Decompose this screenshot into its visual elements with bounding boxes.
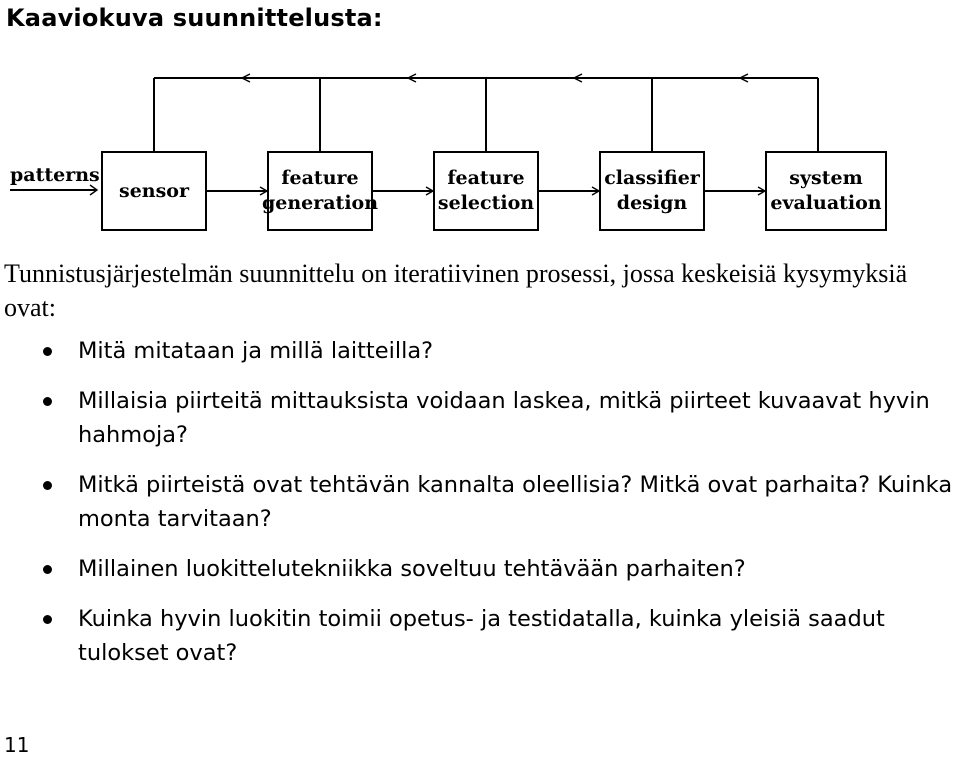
bullet-dot-icon — [43, 615, 52, 624]
list-item-text: Mitkä piirteistä ovat tehtävän kannalta oleellisia? Mitkä ovat parhaita? Kuinka monta tarvitaan? — [78, 472, 953, 532]
list-item-text: Mitä mitataan ja millä laitteilla? — [78, 338, 434, 364]
input-label: patterns — [10, 164, 100, 186]
block-feature-generation — [268, 152, 372, 230]
list-item — [0, 384, 960, 452]
block-generation-label-1: feature — [281, 167, 359, 189]
list-item-text: Millainen luokittelutekniikka soveltuu tehtävään parhaiten? — [78, 556, 746, 582]
block-evaluation-label-2: evaluation — [770, 192, 882, 214]
block-sensor-label: sensor — [119, 180, 189, 202]
slide-title: Kaaviokuva suunnittelusta: — [6, 4, 383, 32]
bullet-dot-icon — [43, 397, 52, 406]
list-item — [0, 334, 960, 368]
list-item-text: Millaisia piirteitä mittauksista voidaan laskea, mitkä piirteet kuvaavat hyvin hahmoja? — [78, 388, 930, 448]
bullet-dot-icon — [43, 565, 52, 574]
list-item — [0, 552, 960, 586]
block-feature-selection — [434, 152, 538, 230]
bullet-dot-icon — [43, 347, 52, 356]
intro-paragraph: Tunnistusjärjestelmän suunnittelu on iteratiivinen prosessi, jossa keskeisiä kysymyksiä ovat: — [4, 259, 908, 322]
block-classifier-design — [600, 152, 704, 230]
block-classifier-label-2: design — [616, 192, 688, 214]
list-item — [0, 602, 960, 670]
block-selection-label-2: selection — [437, 192, 535, 214]
block-classifier-label-1: classifier — [604, 167, 700, 189]
design-flow-diagram — [0, 0, 960, 250]
block-evaluation-label-1: system — [789, 167, 863, 189]
block-system-evaluation — [766, 152, 886, 230]
list-item-text: Kuinka hyvin luokitin toimii opetus- ja testidatalla, kuinka yleisiä saadut tulokset ovat? — [78, 606, 885, 666]
bullet-dot-icon — [43, 481, 52, 490]
page-number: 11 — [4, 733, 30, 757]
block-generation-label-2: generation — [261, 192, 379, 214]
list-item — [0, 468, 960, 536]
block-selection-label-1: feature — [447, 167, 525, 189]
question-list — [0, 334, 960, 686]
